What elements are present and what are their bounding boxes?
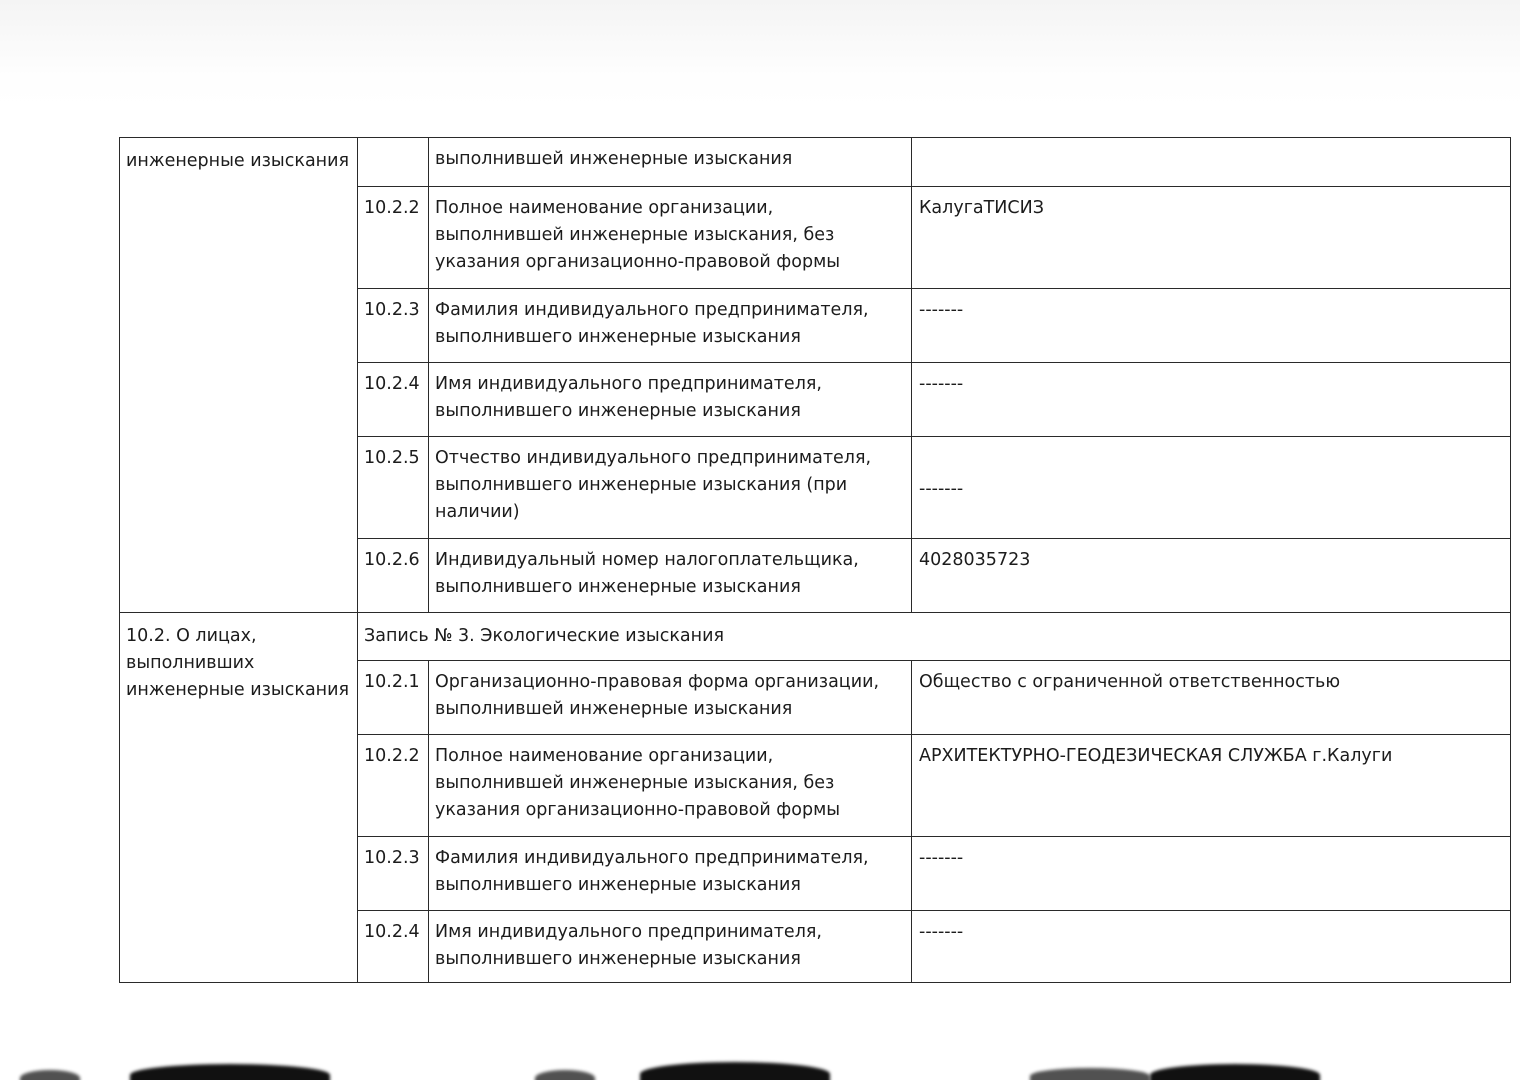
item-number [358, 138, 429, 187]
item-number: 10.2.2 [358, 735, 429, 837]
item-number: 10.2.4 [358, 911, 429, 983]
item-value: 4028035723 [912, 539, 1511, 613]
item-label: Имя индивидуального предпринимателя, выполнившего инженерные изыскания [429, 363, 912, 437]
item-number: 10.2.3 [358, 289, 429, 363]
item-value: КалугаТИСИЗ [912, 187, 1511, 289]
item-value: ------- [912, 437, 1511, 539]
section-label-cell [120, 613, 358, 983]
item-label: Фамилия индивидуального предпринимателя, выполнившего инженерные изыскания [429, 837, 912, 911]
section-label: инженерные изыскания [126, 151, 350, 171]
item-value: ------- [912, 289, 1511, 363]
item-number: 10.2.4 [358, 363, 429, 437]
scan-artifact [20, 1070, 80, 1080]
scan-artifact [535, 1070, 595, 1080]
item-number: 10.2.2 [358, 187, 429, 289]
engineering-survey-table [119, 137, 1511, 983]
item-number: 10.2.5 [358, 437, 429, 539]
table-row [120, 138, 1511, 187]
item-number: 10.2.6 [358, 539, 429, 613]
section-label: 10.2. О лицах, выполнивших инженерные изыскания [126, 626, 350, 700]
item-value: ------- [912, 837, 1511, 911]
item-number: 10.2.1 [358, 661, 429, 735]
item-label: Имя индивидуального предпринимателя, выполнившего инженерные изыскания [429, 911, 912, 983]
item-value: ------- [912, 911, 1511, 983]
item-value [912, 138, 1511, 187]
item-label: Организационно-правовая форма организации, выполнившей инженерные изыскания [429, 661, 912, 735]
item-label: Отчество индивидуального предпринимателя, выполнившего инженерные изыскания (при наличии) [429, 437, 912, 539]
scan-artifact [1150, 1064, 1320, 1080]
item-label: Полное наименование организации, выполнившей инженерные изыскания, без указания организационно-правовой формы [429, 187, 912, 289]
item-label: Полное наименование организации, выполнившей инженерные изыскания, без указания организационно-правовой формы [429, 735, 912, 837]
item-value: АРХИТЕКТУРНО-ГЕОДЕЗИЧЕСКАЯ СЛУЖБА г.Калуги [912, 735, 1511, 837]
scan-header-shadow [0, 0, 1520, 110]
scan-artifact [130, 1064, 330, 1080]
item-value: Общество с ограниченной ответственностью [912, 661, 1511, 735]
item-label: выполнившей инженерные изыскания [429, 138, 912, 187]
scan-artifact [1030, 1068, 1150, 1080]
section-label-cell [120, 138, 358, 613]
record-title: Запись № 3. Экологические изыскания [358, 613, 1511, 661]
table-row [120, 613, 1511, 661]
item-label: Индивидуальный номер налогоплательщика, выполнившего инженерные изыскания [429, 539, 912, 613]
item-label: Фамилия индивидуального предпринимателя, выполнившего инженерные изыскания [429, 289, 912, 363]
item-value: ------- [912, 363, 1511, 437]
scan-artifact [640, 1062, 830, 1080]
item-number: 10.2.3 [358, 837, 429, 911]
